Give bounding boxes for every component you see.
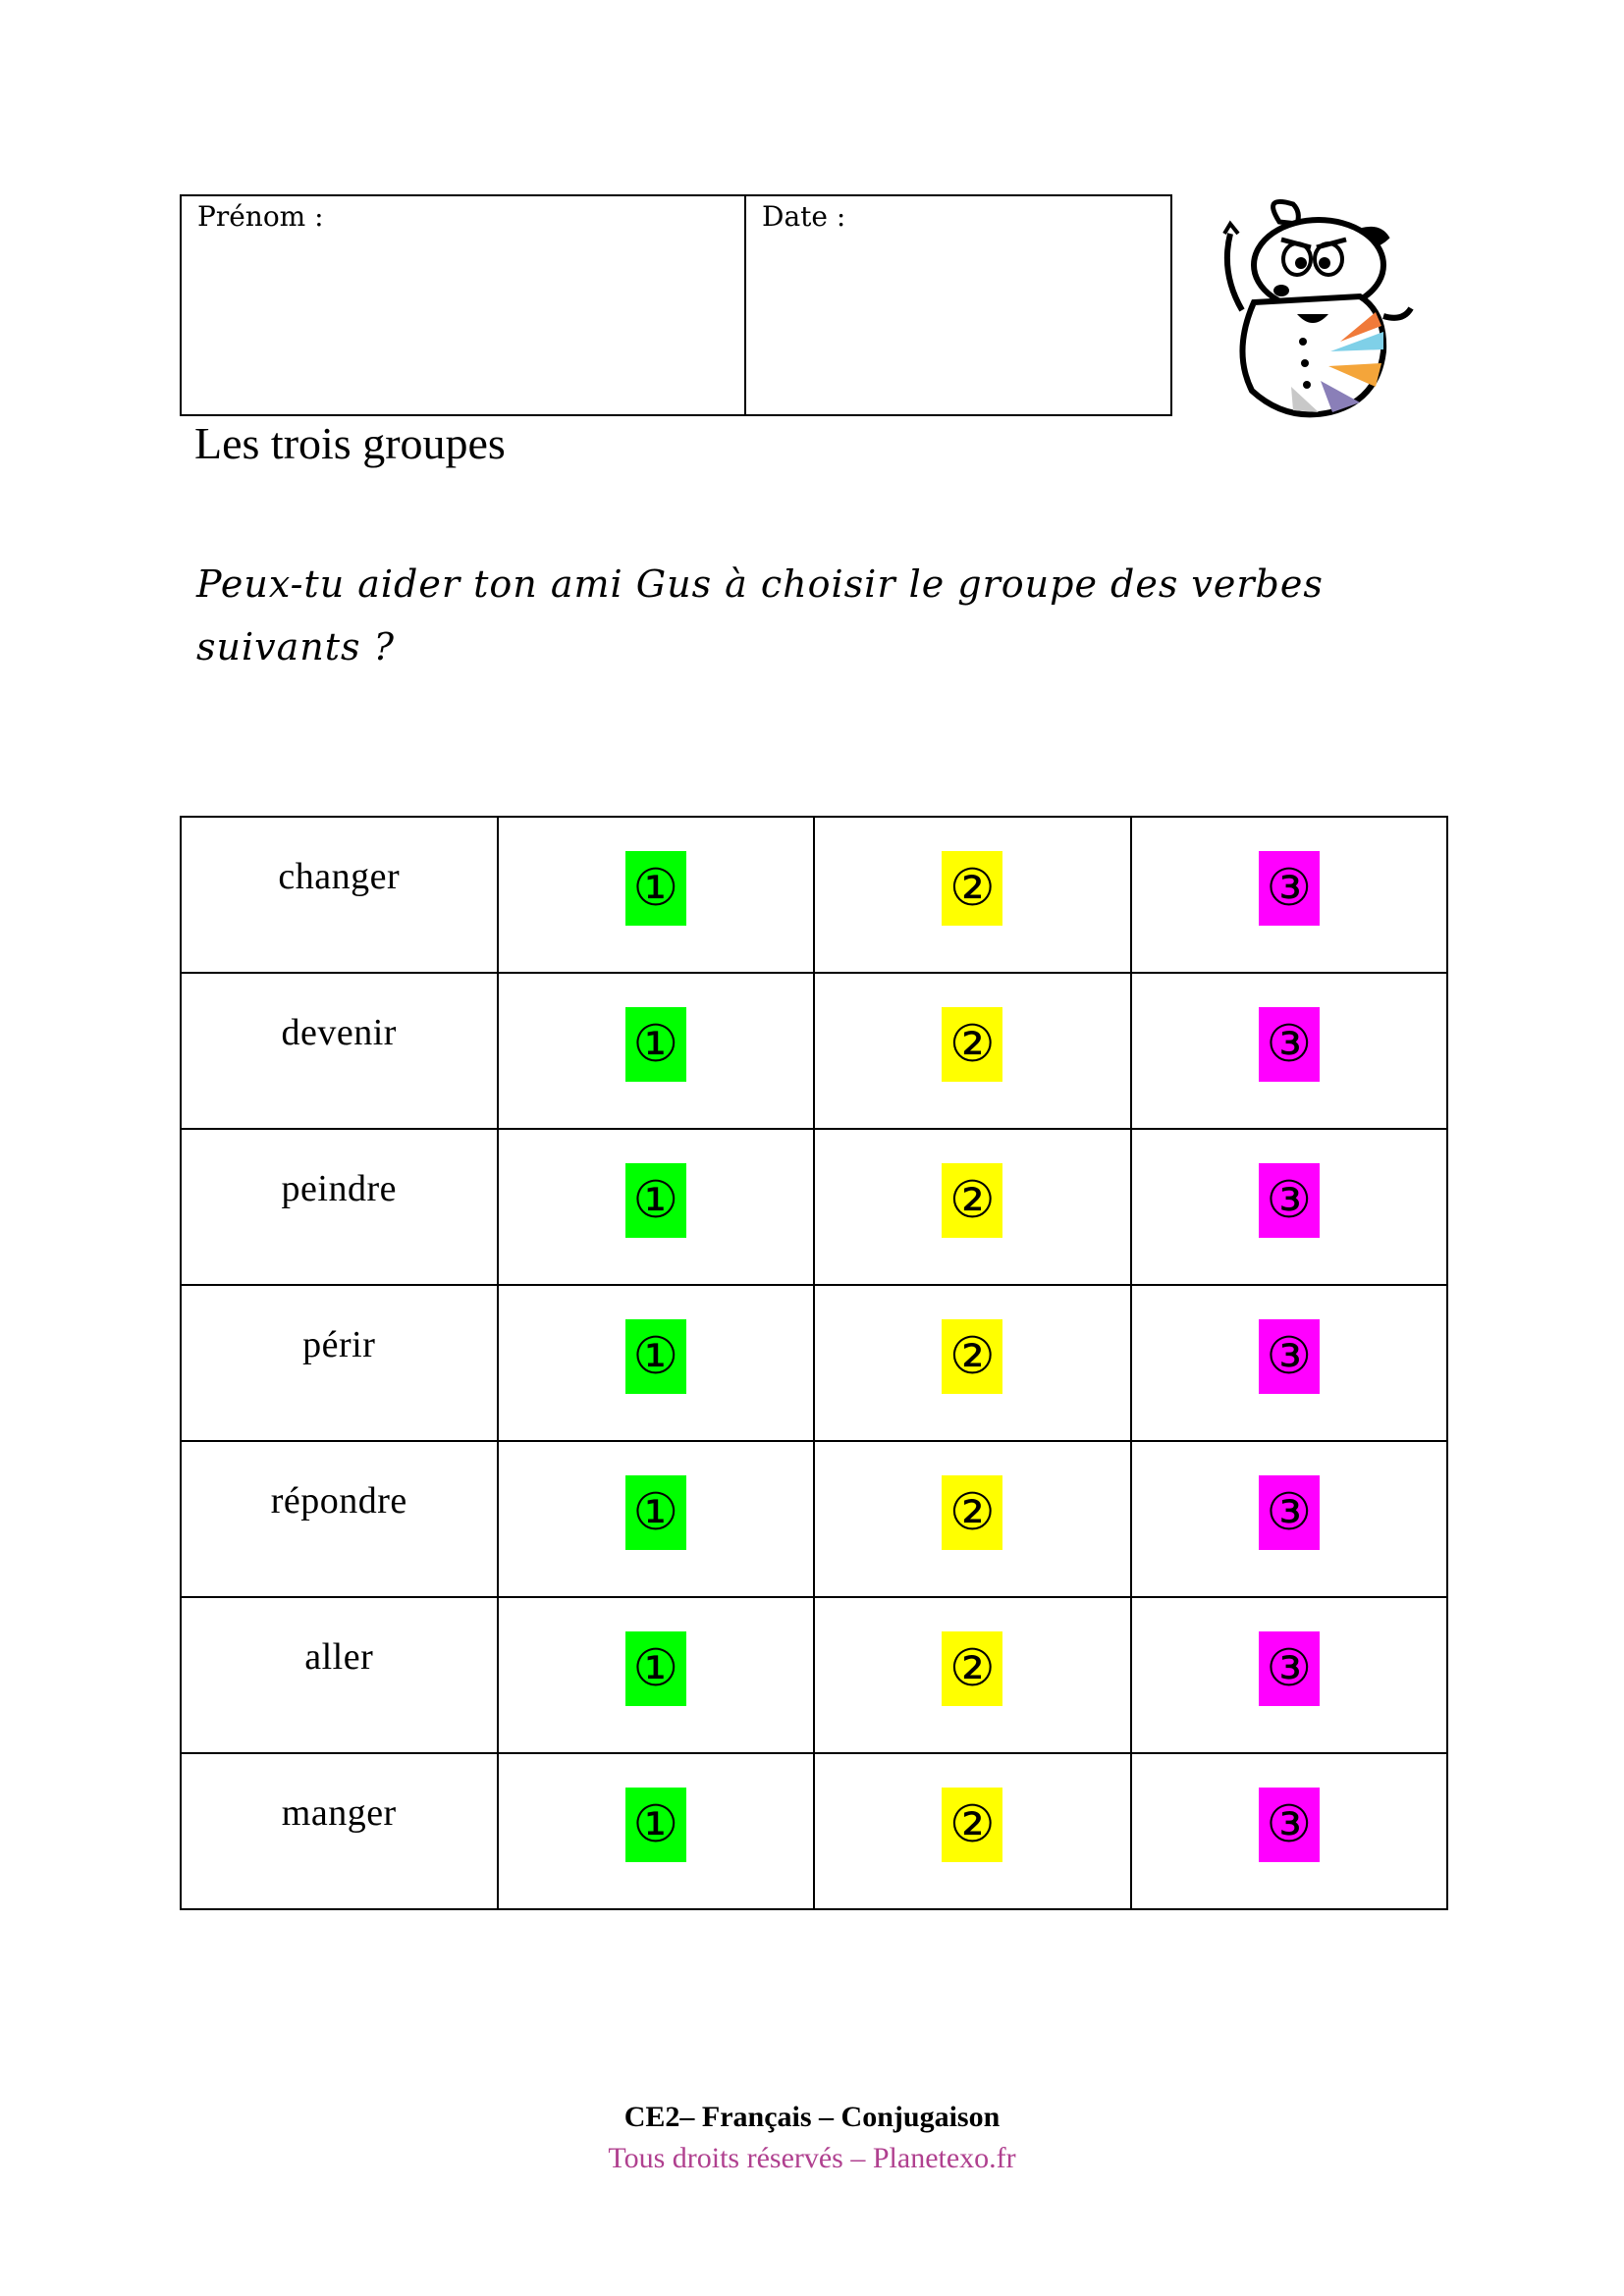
name-date-box: [180, 194, 1172, 416]
table-row: [181, 1441, 1447, 1597]
choice-group-2[interactable]: ②: [942, 1475, 1002, 1550]
option-cell-3: [1131, 1129, 1448, 1285]
prenom-label: Prénom :: [197, 200, 324, 233]
choice-group-2[interactable]: ②: [942, 1007, 1002, 1082]
verb-cell: répondre: [181, 1441, 498, 1597]
table-row: [181, 1129, 1447, 1285]
choice-group-3[interactable]: ③: [1259, 1631, 1320, 1706]
table-row: [181, 1285, 1447, 1441]
prenom-field[interactable]: [182, 196, 746, 414]
option-cell-3: [1131, 817, 1448, 973]
date-field[interactable]: [746, 196, 1170, 414]
choice-group-2[interactable]: ②: [942, 851, 1002, 926]
verb-cell: périr: [181, 1285, 498, 1441]
option-cell-1: [498, 817, 815, 973]
option-cell-2: [814, 1441, 1131, 1597]
table-row: [181, 973, 1447, 1129]
choice-group-1[interactable]: ①: [625, 1475, 686, 1550]
choice-group-3[interactable]: ③: [1259, 1319, 1320, 1394]
footer-course-label: CE2– Français – Conjugaison: [623, 2101, 1001, 2133]
option-cell-1: [498, 1285, 815, 1441]
option-cell-1: [498, 1129, 815, 1285]
choice-group-1[interactable]: ①: [625, 851, 686, 926]
option-cell-2: [814, 1597, 1131, 1753]
choice-group-1[interactable]: ①: [625, 1007, 686, 1082]
verb-cell: devenir: [181, 973, 498, 1129]
choice-group-3[interactable]: ③: [1259, 851, 1320, 926]
option-cell-2: [814, 1753, 1131, 1909]
option-cell-1: [498, 1441, 815, 1597]
option-cell-3: [1131, 1285, 1448, 1441]
verb-group-table: [180, 816, 1448, 1910]
choice-group-3[interactable]: ③: [1259, 1475, 1320, 1550]
choice-group-2[interactable]: ②: [942, 1788, 1002, 1862]
table-row: [181, 1753, 1447, 1909]
choice-group-3[interactable]: ③: [1259, 1163, 1320, 1238]
choice-group-1[interactable]: ①: [625, 1631, 686, 1706]
date-label: Date :: [762, 200, 846, 233]
option-cell-3: [1131, 1597, 1448, 1753]
choice-group-2[interactable]: ②: [942, 1319, 1002, 1394]
gus-mascot-icon: [1203, 194, 1419, 420]
option-cell-3: [1131, 973, 1448, 1129]
option-cell-2: [814, 817, 1131, 973]
option-cell-3: [1131, 1441, 1448, 1597]
instruction-text: Peux-tu aider ton ami Gus à choisir le groupe des verbes suivants ?: [196, 562, 1324, 668]
option-cell-3: [1131, 1753, 1448, 1909]
option-cell-1: [498, 1753, 815, 1909]
verb-cell: peindre: [181, 1129, 498, 1285]
choice-group-1[interactable]: ①: [625, 1788, 686, 1862]
option-cell-2: [814, 1129, 1131, 1285]
option-cell-1: [498, 973, 815, 1129]
choice-group-1[interactable]: ①: [625, 1319, 686, 1394]
table-row: [181, 1597, 1447, 1753]
choice-group-2[interactable]: ②: [942, 1163, 1002, 1238]
verb-cell: aller: [181, 1597, 498, 1753]
choice-group-3[interactable]: ③: [1259, 1007, 1320, 1082]
verb-cell: changer: [181, 817, 498, 973]
verb-cell: manger: [181, 1753, 498, 1909]
page-title: Les trois groupes: [194, 418, 506, 468]
choice-group-3[interactable]: ③: [1259, 1788, 1320, 1862]
option-cell-1: [498, 1597, 815, 1753]
option-cell-2: [814, 973, 1131, 1129]
footer-copyright: Tous droits réservés – Planetexo.fr: [608, 2142, 1016, 2174]
choice-group-1[interactable]: ①: [625, 1163, 686, 1238]
table-row: [181, 817, 1447, 973]
choice-group-2[interactable]: ②: [942, 1631, 1002, 1706]
option-cell-2: [814, 1285, 1131, 1441]
